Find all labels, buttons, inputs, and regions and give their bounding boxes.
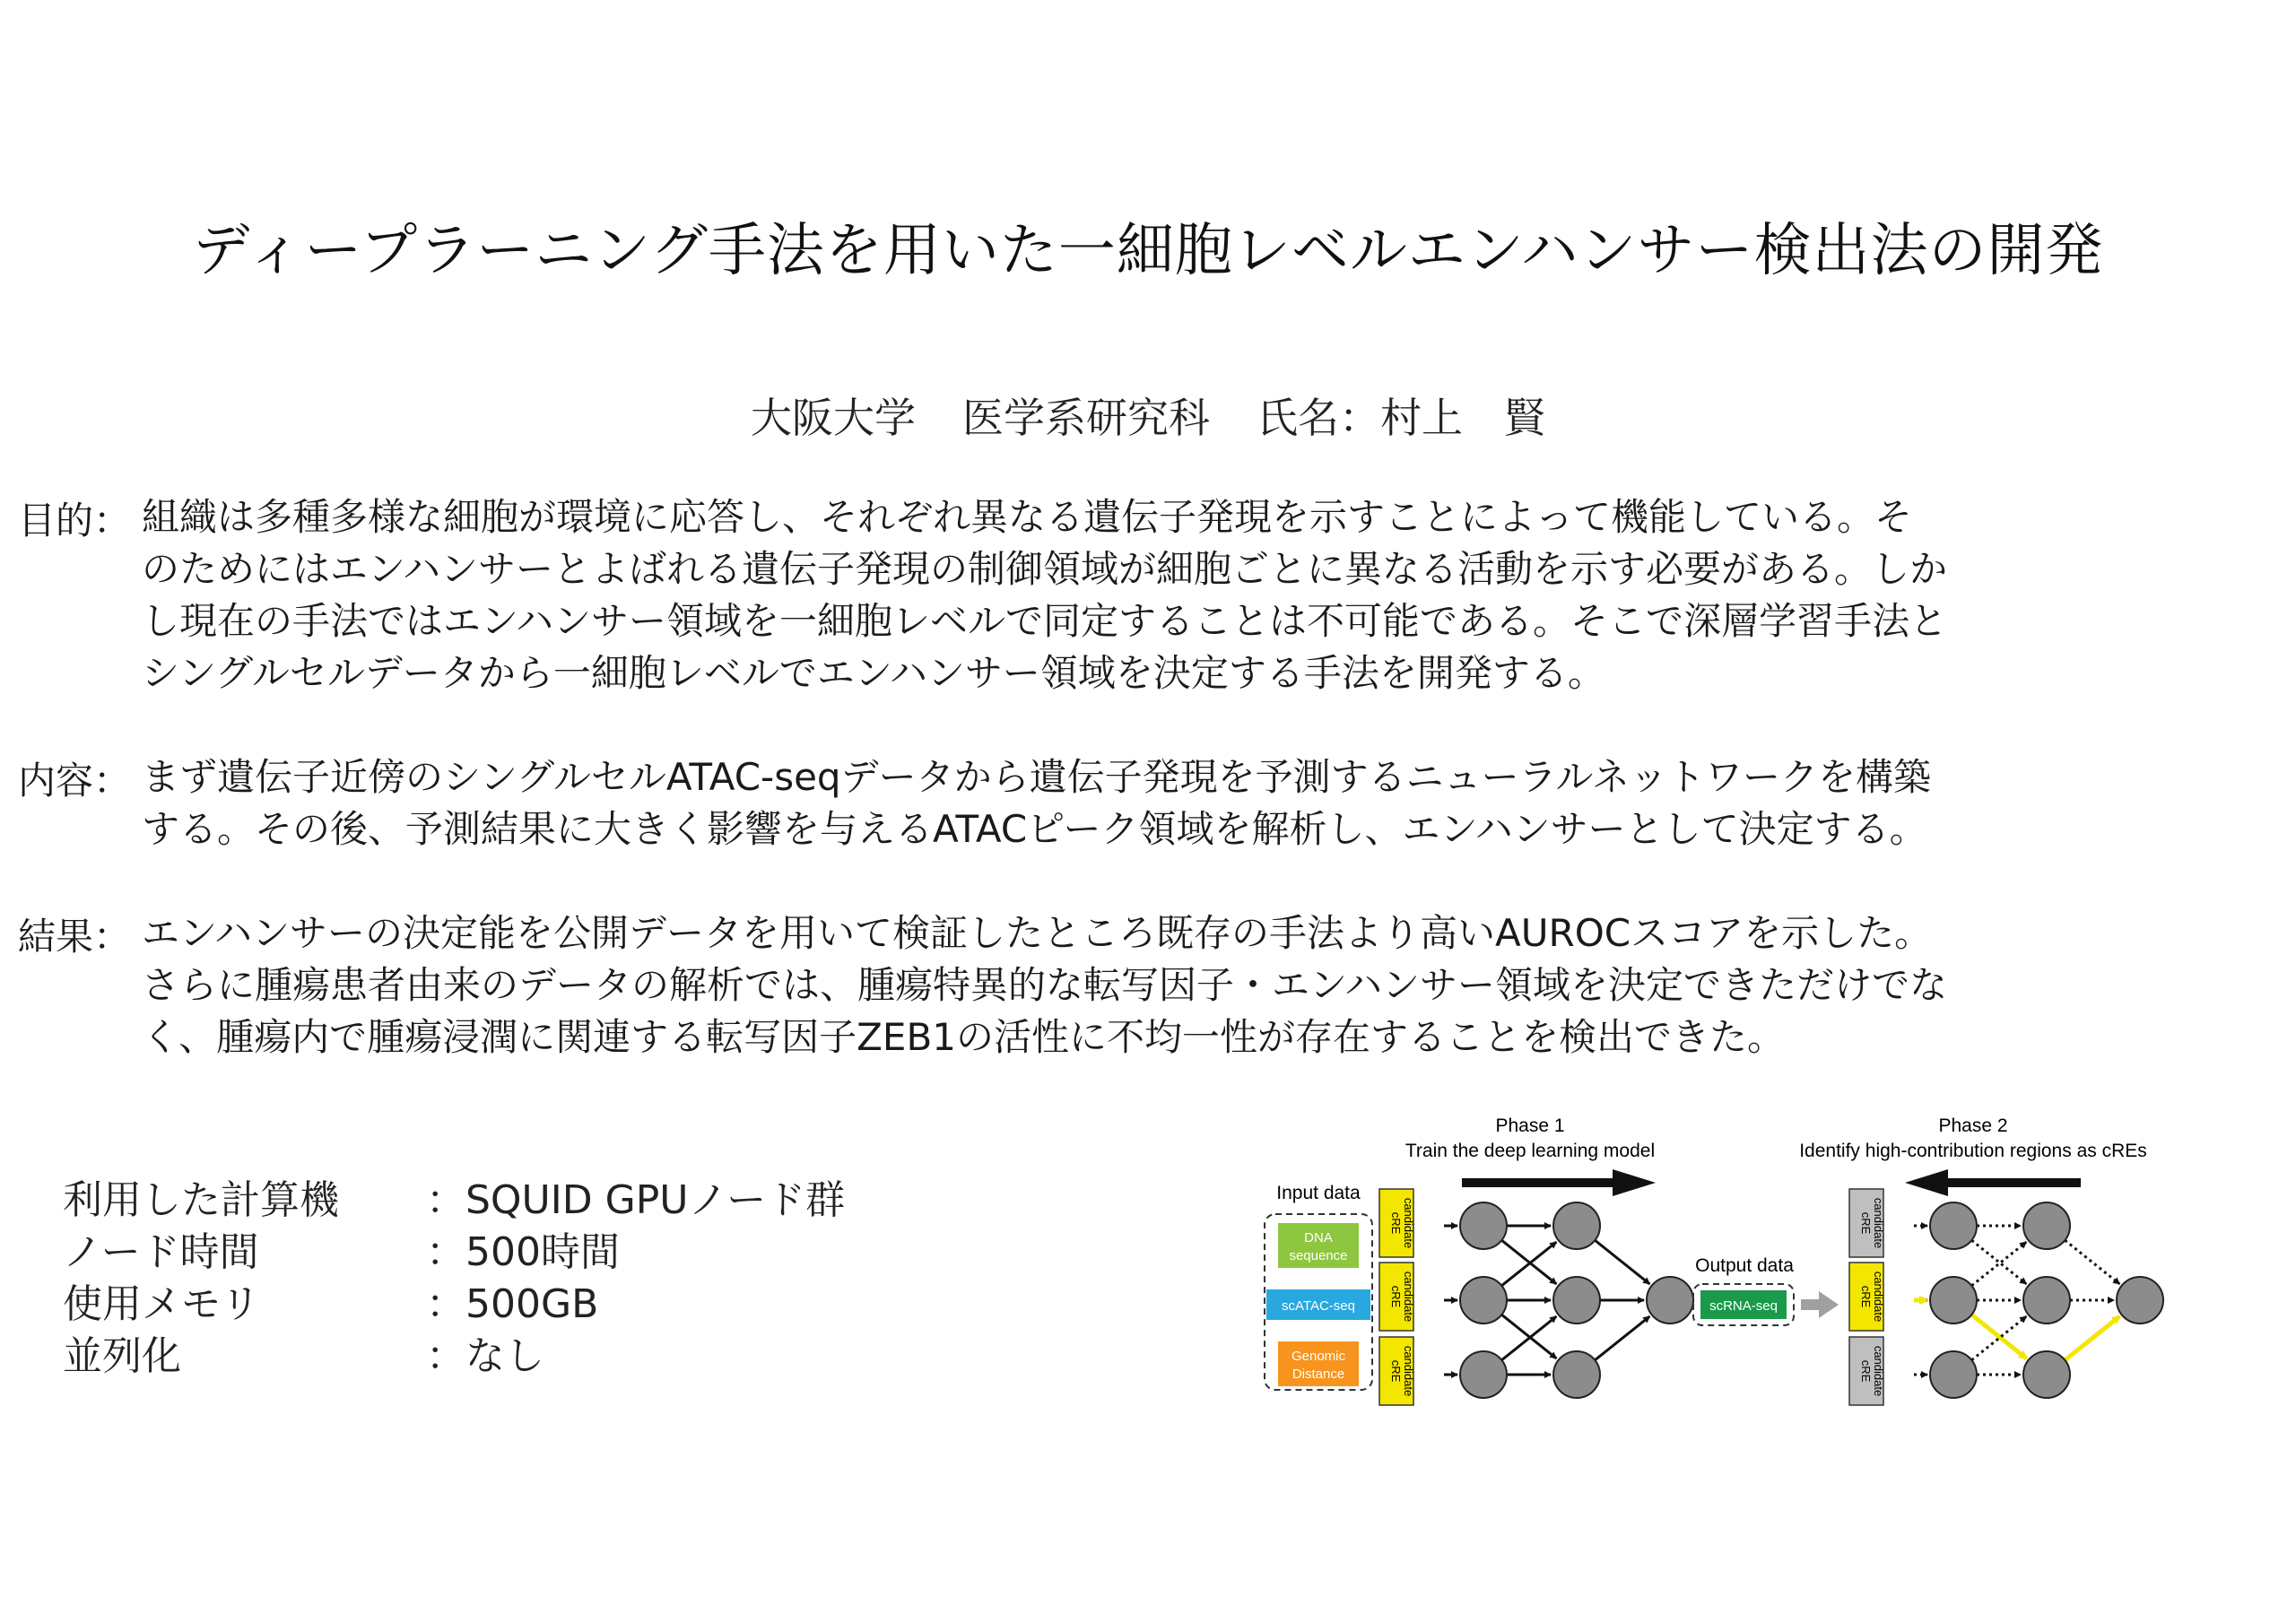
network-node <box>1553 1277 1600 1324</box>
spec-key: ノード時間 <box>63 1229 259 1275</box>
hidden-edge <box>1971 1240 2026 1284</box>
phase1-cre-column <box>1379 1189 1415 1405</box>
network-node <box>1553 1351 1600 1398</box>
section-content <box>18 751 2233 855</box>
output-node <box>1647 1277 1693 1324</box>
phase2-network <box>1914 1202 2163 1398</box>
section-line: のためにはエンハンサーとよばれる遺伝子発現の制御領域が細胞ごとに異なる活動を示す必要がある。しか <box>142 547 1948 591</box>
cre-label-line2: candidate <box>1402 1197 1415 1249</box>
spec-key: 利用した計算機 <box>63 1177 339 1223</box>
transition-arrow <box>1801 1291 1839 1318</box>
section-line: エンハンサーの決定能を公開データを用いて検証したところ既存の手法より高いAUROCスコアを示した。 <box>142 911 1933 955</box>
page-title: ディープラーニング手法を用いた一細胞レベルエンハンサー検出法の開発 <box>192 218 2104 284</box>
network-node <box>1460 1351 1507 1398</box>
cre-label-line1: cRE <box>1389 1211 1403 1235</box>
phase1-network <box>1444 1202 1693 1398</box>
university: 大阪大学 <box>751 394 916 442</box>
department: 医学系研究科 <box>962 394 1210 442</box>
compute-specs <box>63 1175 845 1383</box>
network-node <box>1553 1202 1600 1249</box>
cre-label-line1: cRE <box>1389 1285 1403 1308</box>
network-node <box>1460 1202 1507 1249</box>
spec-row <box>63 1331 845 1383</box>
hidden-edge <box>1971 1242 2026 1286</box>
section-label: 目的： <box>18 499 132 542</box>
input-dna-line1: DNA <box>1304 1230 1333 1245</box>
phase2-subtitle: Identify high-contribution regions as cREs <box>1799 1141 2147 1161</box>
section-line: さらに腫瘍患者由来のデータの解析では、腫瘍特異的な転写因子・エンハンサー領域を決定できただけでな <box>142 963 1948 1007</box>
method-diagram-svg <box>1256 1112 2188 1417</box>
author-name: 氏名：村上 賢 <box>1257 394 1545 442</box>
network-node <box>2023 1202 2070 1249</box>
spec-value: ：500GB <box>426 1281 599 1327</box>
spec-row <box>63 1279 845 1331</box>
output-scrna-label: scRNA-seq <box>1709 1298 1778 1314</box>
cre-label-line2: candidate <box>1402 1271 1415 1323</box>
section-label: 結果： <box>18 915 132 959</box>
section-line: する。その後、予測結果に大きく影響を与えるATACピーク領域を解析し、エンハンサーとして決定する。 <box>142 807 1927 851</box>
spec-key: 並列化 <box>63 1333 181 1379</box>
phase1-title: Phase 1 <box>1495 1115 1565 1136</box>
spec-row <box>63 1227 845 1279</box>
input-dna-line2: sequence <box>1289 1248 1348 1263</box>
output-edge <box>2065 1240 2119 1284</box>
section-label: 内容： <box>18 759 132 803</box>
cre-label-line1: cRE <box>1859 1285 1873 1308</box>
network-node <box>1930 1351 1977 1398</box>
input-scatac-label: scATAC-seq <box>1282 1298 1355 1314</box>
section-line: まず遺伝子近傍のシングルセルATAC-seqデータから遺伝子発現を予測するニューラルネットワークを構築 <box>142 755 1932 799</box>
output-data-label: Output data <box>1695 1255 1794 1276</box>
network-node <box>1930 1202 1977 1249</box>
affiliation <box>0 386 2296 445</box>
phase2-direction-arrow <box>1905 1169 2081 1196</box>
phase2-cre-column <box>1849 1189 1885 1405</box>
network-node <box>1460 1277 1507 1324</box>
spec-key: 使用メモリ <box>63 1281 260 1327</box>
section-line: シングルセルデータから一細胞レベルでエンハンサー領域を決定する手法を開発する。 <box>142 651 1605 695</box>
phase2-title: Phase 2 <box>1938 1115 2008 1136</box>
output-edge <box>1595 1316 1649 1360</box>
method-diagram <box>1256 1112 2188 1417</box>
network-node <box>2023 1277 2070 1324</box>
output-edge <box>1595 1240 1649 1284</box>
input-data-label: Input data <box>1276 1183 1361 1203</box>
section-purpose <box>18 491 2233 699</box>
cre-label-line1: cRE <box>1389 1359 1403 1383</box>
section-line: 組織は多種多様な細胞が環境に応答し、それぞれ異なる遺伝子発現を示すことによって機能している。そ <box>142 495 1913 539</box>
cre-label-line2: candidate <box>1872 1197 1885 1249</box>
output-edge <box>2065 1316 2119 1360</box>
phase1-subtitle: Train the deep learning model <box>1405 1141 1656 1161</box>
spec-value: ：SQUID GPUノード群 <box>426 1177 846 1223</box>
section-line: し現在の手法ではエンハンサー領域を一細胞レベルで同定することは不可能である。そこで深層学習手法と <box>142 599 1948 643</box>
cre-label-line2: candidate <box>1402 1345 1415 1397</box>
phase1-direction-arrow <box>1462 1169 1656 1196</box>
cre-label-line2: candidate <box>1872 1345 1885 1397</box>
cre-label-line1: cRE <box>1859 1211 1873 1235</box>
section-line: く、腫瘍内で腫瘍浸潤に関連する転写因子ZEB1の活性に不均一性が存在することを検出できた。 <box>142 1015 1786 1059</box>
spec-value: ：500時間 <box>426 1229 620 1275</box>
spec-row <box>63 1175 845 1227</box>
input-genomic-line1: Genomic <box>1291 1349 1346 1364</box>
network-node <box>1930 1277 1977 1324</box>
section-results <box>18 907 2233 1063</box>
spec-value: ：なし <box>426 1333 544 1379</box>
input-genomic-line2: Distance <box>1292 1367 1345 1382</box>
hidden-edge <box>1971 1315 2026 1358</box>
network-node <box>2023 1351 2070 1398</box>
output-node <box>2117 1277 2163 1324</box>
cre-label-line2: candidate <box>1872 1271 1885 1323</box>
cre-label-line1: cRE <box>1859 1359 1873 1383</box>
